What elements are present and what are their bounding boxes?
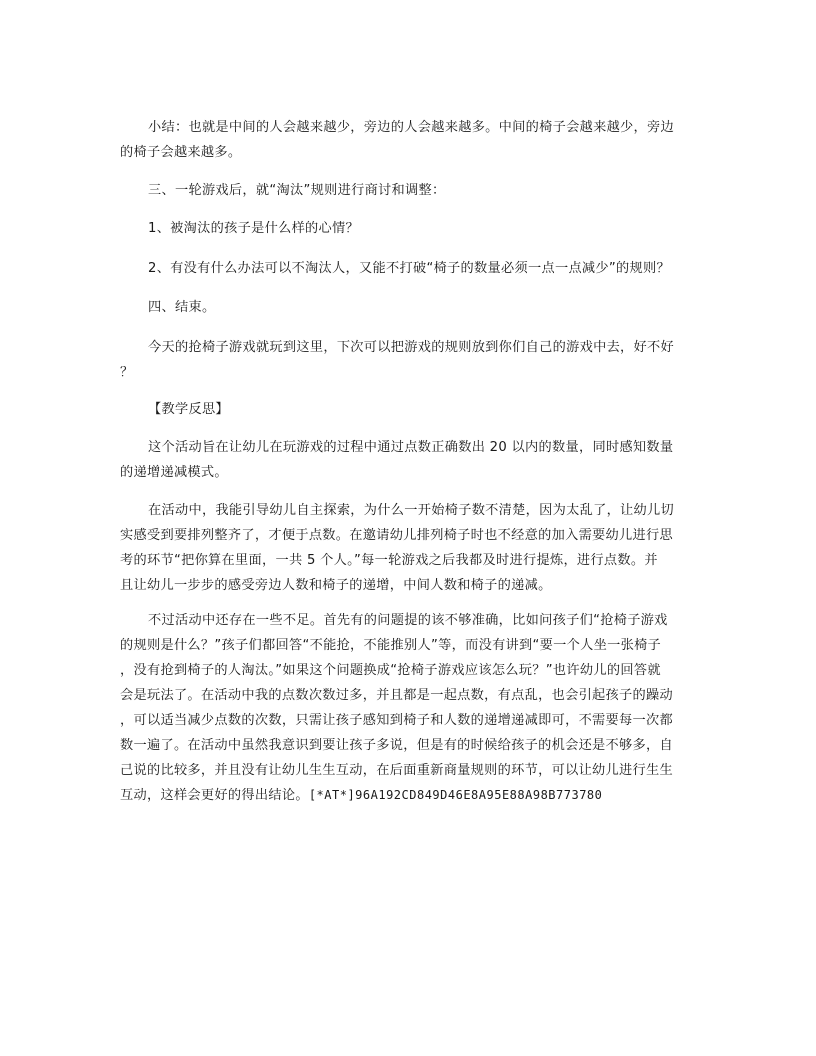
text-line: 这个活动旨在让幼儿在玩游戏的过程中通过点数正确数出 20 以内的数量，同时感知数量 xyxy=(148,440,674,455)
text-line: 2、有没有什么办法可以不淘汰人，又能不打破“椅子的数量必须一点一点减少”的规则？ xyxy=(148,261,670,276)
text-line: 数一遍了。在活动中虽然我意识到要让孩子多说，但是有的时候给孩子的机会还是不够多，自 xyxy=(120,738,673,753)
reflection-heading xyxy=(120,397,698,422)
summary-paragraph xyxy=(120,115,698,165)
text-line: ？ xyxy=(120,365,134,380)
text-line: 1、被淘汰的孩子是什么样的心情？ xyxy=(148,221,360,236)
text-line: ，没有抢到椅子的人淘汰。”如果这个问题换成“抢椅子游戏应该怎么玩？”也许幼儿的回答就 xyxy=(120,663,661,678)
text-line: 会是玩法了。在活动中我的点数次数过多，并且都是一起点数，有点乱，也会引起孩子的躁动 xyxy=(120,688,673,703)
text-line: 且让幼儿一步步的感受旁边人数和椅子的递增，中间人数和椅子的递减。 xyxy=(120,578,552,593)
text-line: 三、一轮游戏后，就“淘汰”规则进行商讨和调整： xyxy=(148,183,446,198)
document-code: [*AT*]96A192CD849D46E8A95E88A98B773780 xyxy=(308,788,603,802)
closing-paragraph xyxy=(120,335,698,385)
reflection-paragraph-one xyxy=(120,435,698,485)
section-four-heading xyxy=(120,295,698,320)
question-two xyxy=(120,256,698,281)
text-line: 四、结束。 xyxy=(148,300,216,315)
text-line: 【教学反思】 xyxy=(148,402,229,417)
question-one xyxy=(120,216,698,241)
text-line: 小结：也就是中间的人会越来越少，旁边的人会越来越多。中间的椅子会越来越少，旁边 xyxy=(148,120,675,135)
final-sentence: 互动，这样会更好的得出结论。 xyxy=(120,788,309,803)
reflection-paragraph-two xyxy=(120,498,698,598)
text-line: 在活动中，我能引导幼儿自主探索，为什么一开始椅子数不清楚，因为太乱了，让幼儿切 xyxy=(148,503,675,518)
text-line: 的椅子会越来越多。 xyxy=(120,145,242,160)
section-three-heading xyxy=(120,178,698,203)
text-line: 不过活动中还存在一些不足。首先有的问题提的该不够准确，比如问孩子们“抢椅子游戏 xyxy=(148,613,668,628)
text-line: 己说的比较多，并且没有让幼儿生生互动，在后面重新商量规则的环节，可以让幼儿进行生生 xyxy=(120,763,673,778)
text-line: 实感受到要排列整齐了，才便于点数。在邀请幼儿排列椅子时也不经意的加入需要幼儿进行思 xyxy=(120,528,673,543)
text-line: 今天的抢椅子游戏就玩到这里，下次可以把游戏的规则放到你们自己的游戏中去，好不好 xyxy=(148,340,675,355)
text-line xyxy=(120,783,698,808)
text-line: ，可以适当减少点数的次数，只需让孩子感知到椅子和人数的递增递减即可，不需要每一次都 xyxy=(120,713,673,728)
text-line: 的递增递减模式。 xyxy=(120,465,228,480)
text-line: 考的环节“把你算在里面，一共 5 个人。”每一轮游戏之后我都及时进行提炼，进行点数。并 xyxy=(120,553,658,568)
reflection-paragraph-three xyxy=(120,608,698,808)
text-line: 的规则是什么？”孩子们都回答“不能抢，不能推别人”等，而没有讲到“要一个人坐一张椅子 xyxy=(120,638,662,653)
